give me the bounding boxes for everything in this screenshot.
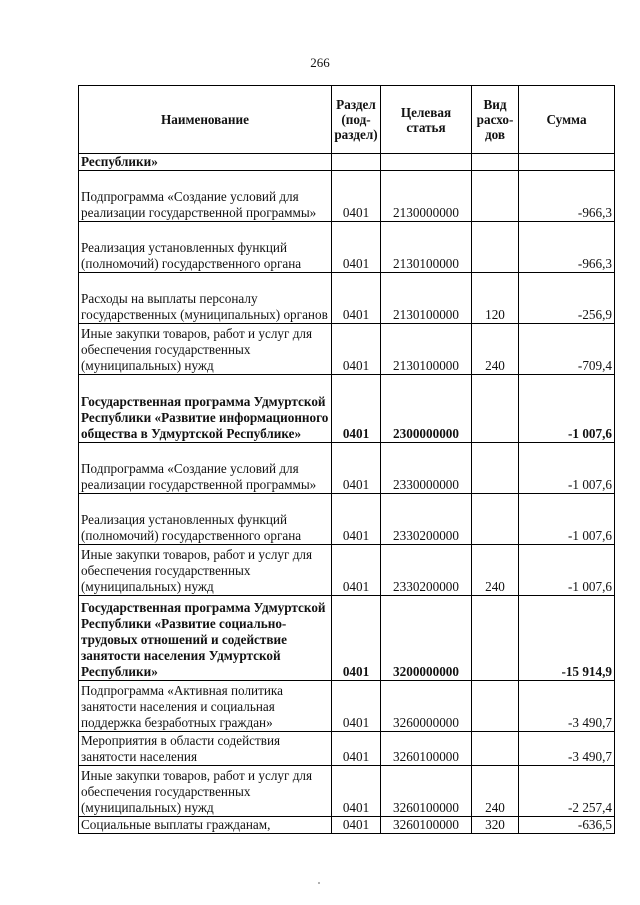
row-expense-type <box>472 681 519 732</box>
header-expense-type: Вид расхо-дов <box>472 86 519 154</box>
table-row <box>79 732 615 766</box>
row-sum: -636,5 <box>519 817 615 834</box>
row-sum: -15 914,9 <box>519 596 615 681</box>
row-article: 3260100000 <box>381 817 472 834</box>
row-name: Подпрограмма «Активная политика занятости населения и социальная поддержка безработных граждан» <box>79 681 332 732</box>
row-article: 2330200000 <box>381 494 472 545</box>
row-expense-type: 240 <box>472 766 519 817</box>
row-name: Подпрограмма «Создание условий для реализации государственной программы» <box>79 443 332 494</box>
table-row <box>79 443 615 494</box>
header-article: Целевая статья <box>381 86 472 154</box>
row-article: 3260100000 <box>381 766 472 817</box>
scan-artifact <box>318 882 320 884</box>
row-sum: -2 257,4 <box>519 766 615 817</box>
row-article: 2330000000 <box>381 443 472 494</box>
row-section: 0401 <box>332 732 381 766</box>
row-article: 3200000000 <box>381 596 472 681</box>
row-name: Иные закупки товаров, работ и услуг для обеспечения государственных (муниципальных) нужд <box>79 324 332 375</box>
row-section: 0401 <box>332 681 381 732</box>
table-row <box>79 273 615 324</box>
row-sum: -3 490,7 <box>519 732 615 766</box>
row-expense-type <box>472 443 519 494</box>
row-sum: -1 007,6 <box>519 545 615 596</box>
row-name: Государственная программа Удмуртской Республики «Развитие информационного общества в Удмуртской Республике» <box>79 375 332 443</box>
row-section: 0401 <box>332 545 381 596</box>
row-sum: -256,9 <box>519 273 615 324</box>
row-section: 0401 <box>332 494 381 545</box>
page-number: 266 <box>310 55 330 70</box>
row-name: Социальные выплаты гражданам, <box>79 817 332 834</box>
table-row <box>79 494 615 545</box>
row-expense-type: 320 <box>472 817 519 834</box>
table-row <box>79 154 615 171</box>
row-section: 0401 <box>332 596 381 681</box>
budget-table <box>78 85 615 834</box>
row-expense-type <box>472 494 519 545</box>
table-row <box>79 545 615 596</box>
row-name: Расходы на выплаты персоналу государственных (муниципальных) органов <box>79 273 332 324</box>
row-name: Иные закупки товаров, работ и услуг для обеспечения государственных (муниципальных) нужд <box>79 545 332 596</box>
header-sum: Сумма <box>519 86 615 154</box>
row-expense-type <box>472 154 519 171</box>
table-row <box>79 596 615 681</box>
row-sum <box>519 154 615 171</box>
row-section: 0401 <box>332 222 381 273</box>
row-section: 0401 <box>332 171 381 222</box>
row-sum: -1 007,6 <box>519 375 615 443</box>
header-name: Наименование <box>79 86 332 154</box>
row-article <box>381 154 472 171</box>
row-article: 2130000000 <box>381 171 472 222</box>
table-row <box>79 817 615 834</box>
row-expense-type: 240 <box>472 324 519 375</box>
row-article: 2130100000 <box>381 222 472 273</box>
row-expense-type <box>472 596 519 681</box>
row-expense-type <box>472 732 519 766</box>
row-expense-type <box>472 171 519 222</box>
row-section: 0401 <box>332 766 381 817</box>
row-name: Реализация установленных функций (полномочий) государственного органа <box>79 222 332 273</box>
row-article: 2130100000 <box>381 324 472 375</box>
row-name: Иные закупки товаров, работ и услуг для обеспечения государственных (муниципальных) нужд <box>79 766 332 817</box>
row-section: 0401 <box>332 443 381 494</box>
row-article: 3260000000 <box>381 681 472 732</box>
row-sum: -1 007,6 <box>519 443 615 494</box>
row-name: Реализация установленных функций (полномочий) государственного органа <box>79 494 332 545</box>
row-expense-type: 240 <box>472 545 519 596</box>
header-section: Раздел (под-раздел) <box>332 86 381 154</box>
row-expense-type <box>472 222 519 273</box>
row-article: 3260100000 <box>381 732 472 766</box>
row-section: 0401 <box>332 375 381 443</box>
table-body <box>79 154 615 834</box>
row-name: Государственная программа Удмуртской Республики «Развитие социально-трудовых отношений и содействие занятости населения Удмуртской Республики» <box>79 596 332 681</box>
row-section: 0401 <box>332 324 381 375</box>
row-sum: -709,4 <box>519 324 615 375</box>
row-name: Республики» <box>79 154 332 171</box>
table-header-row <box>79 86 615 154</box>
row-name: Подпрограмма «Создание условий для реализации государственной программы» <box>79 171 332 222</box>
table-row <box>79 681 615 732</box>
row-sum: -966,3 <box>519 222 615 273</box>
row-section: 0401 <box>332 273 381 324</box>
table-row <box>79 375 615 443</box>
row-article: 2300000000 <box>381 375 472 443</box>
row-expense-type: 120 <box>472 273 519 324</box>
row-expense-type <box>472 375 519 443</box>
row-section: 0401 <box>332 817 381 834</box>
row-article: 2130100000 <box>381 273 472 324</box>
table-row <box>79 766 615 817</box>
row-sum: -3 490,7 <box>519 681 615 732</box>
table-row <box>79 222 615 273</box>
row-sum: -966,3 <box>519 171 615 222</box>
row-section <box>332 154 381 171</box>
row-name: Мероприятия в области содействия занятости населения <box>79 732 332 766</box>
table-row <box>79 324 615 375</box>
table-row <box>79 171 615 222</box>
row-sum: -1 007,6 <box>519 494 615 545</box>
row-article: 2330200000 <box>381 545 472 596</box>
